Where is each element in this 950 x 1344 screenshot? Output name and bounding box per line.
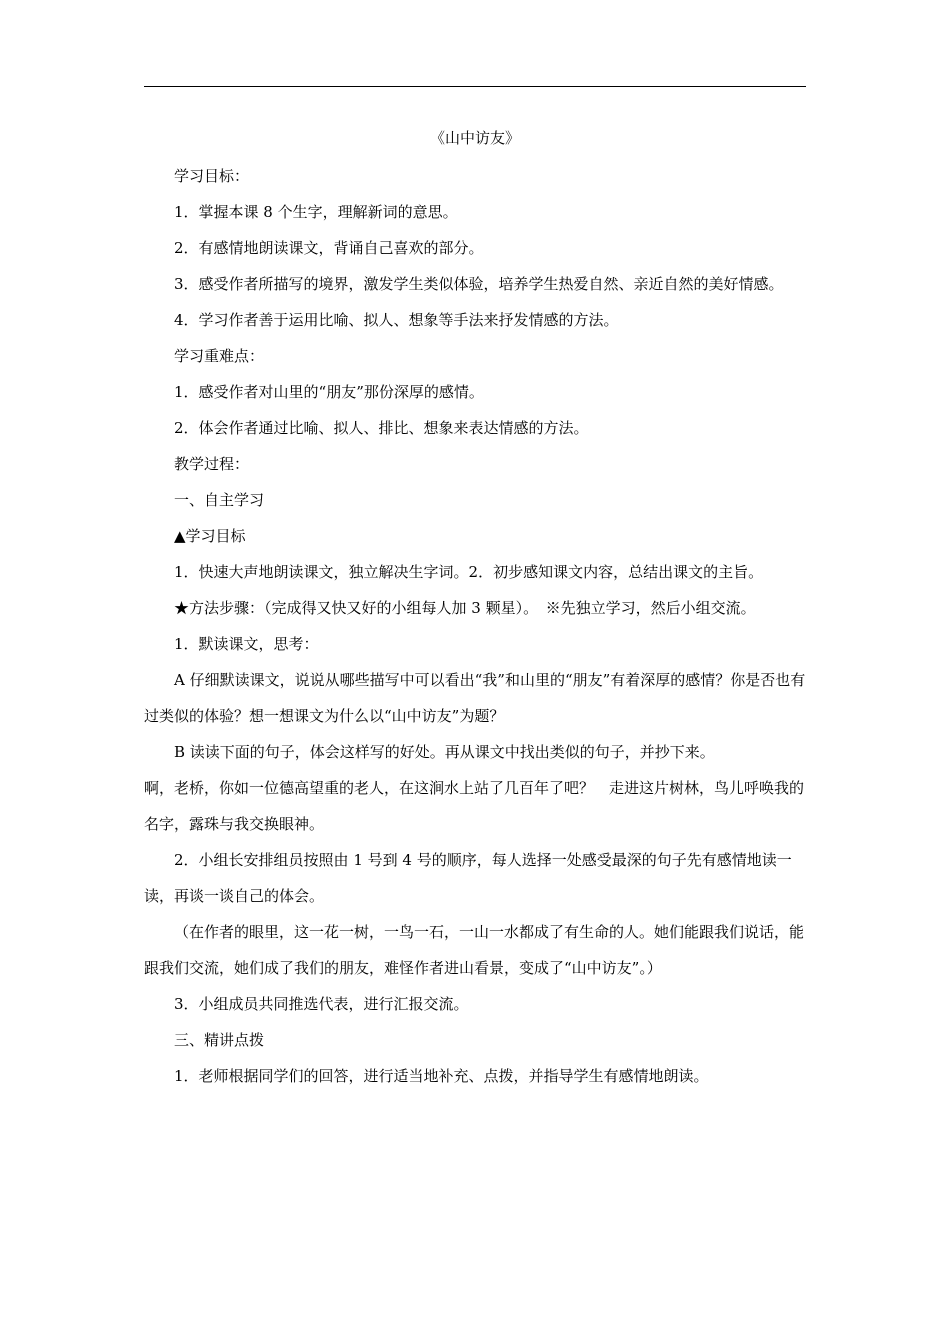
paragraph-example-sentences: 啊，老桥，你如一位德高望重的老人，在这涧水上站了几百年了吧？ 走进这片树林，鸟儿呼唤我的名字，露珠与我交换眼神。	[144, 779, 805, 833]
header-rule	[144, 86, 806, 87]
paragraph-note: （在作者的眼里，这一花一树，一鸟一石，一山一水都成了有生命的人。她们能跟我们说话，能跟我们交流，她们成了我们的朋友，难怪作者进山看景，变成了“山中访友”。）	[144, 923, 805, 977]
paragraph-process-heading: 教学过程：	[174, 455, 250, 473]
paragraph-goal-1: 1．掌握本课 8 个生字，理解新词的意思。	[174, 203, 458, 221]
paragraph-method-steps: ★方法步骤：（完成得又快又好的小组每人加 3 颗星）。 ※先独立学习，然后小组交流。	[174, 599, 756, 617]
paragraph-key-points-heading: 学习重难点：	[174, 347, 265, 365]
paragraph-goal-4: 4．学习作者善于运用比喻、拟人、想象等手法来抒发情感的方法。	[174, 311, 619, 329]
paragraph-key-1: 1．感受作者对山里的“朋友”那份深厚的感情。	[174, 383, 484, 401]
paragraph-section-1: 一、自主学习	[174, 491, 265, 509]
document-body	[144, 124, 806, 1094]
paragraph-step-1-a: A 仔细默读课文，说说从哪些描写中可以看出“我”和山里的“朋友”有着深厚的感情？你是否也有过类似的体验？想一想课文为什么以“山中访友”为题？	[144, 671, 806, 725]
paragraph-goal-2: 2．有感情地朗读课文，背诵自己喜欢的部分。	[174, 239, 484, 257]
paragraph-step-3: 3．小组成员共同推选代表，进行汇报交流。	[174, 995, 469, 1013]
paragraph-key-2: 2．体会作者通过比喻、拟人、排比、想象来表达情感的方法。	[174, 419, 589, 437]
paragraph-study-goal-heading: ▲学习目标	[174, 527, 246, 545]
paragraph-study-goal-1: 1．快速大声地朗读课文，独立解决生字词。2．初步感知课文内容，总结出课文的主旨。	[174, 563, 764, 581]
paragraph-step-1: 1．默读课文，思考：	[174, 635, 319, 653]
paragraph-list	[144, 158, 806, 1094]
paragraph-guide-1: 1．老师根据同学们的回答，进行适当地补充、点拨，并指导学生有感情地朗读。	[174, 1067, 709, 1085]
document-title: 《山中访友》	[429, 129, 520, 147]
paragraph-goals-heading: 学习目标：	[174, 167, 250, 185]
paragraph-section-3: 三、精讲点拨	[174, 1031, 265, 1049]
paragraph-step-1-b: B 读读下面的句子，体会这样写的好处。再从课文中找出类似的句子，并抄下来。	[174, 743, 715, 761]
paragraph-step-2: 2．小组长安排组员按照由 1 号到 4 号的顺序，每人选择一处感受最深的句子先有感情地读一读，再谈一谈自己的体会。	[144, 851, 792, 905]
paragraph-goal-3: 3．感受作者所描写的境界，激发学生类似体验，培养学生热爱自然、亲近自然的美好情感。	[174, 275, 784, 293]
